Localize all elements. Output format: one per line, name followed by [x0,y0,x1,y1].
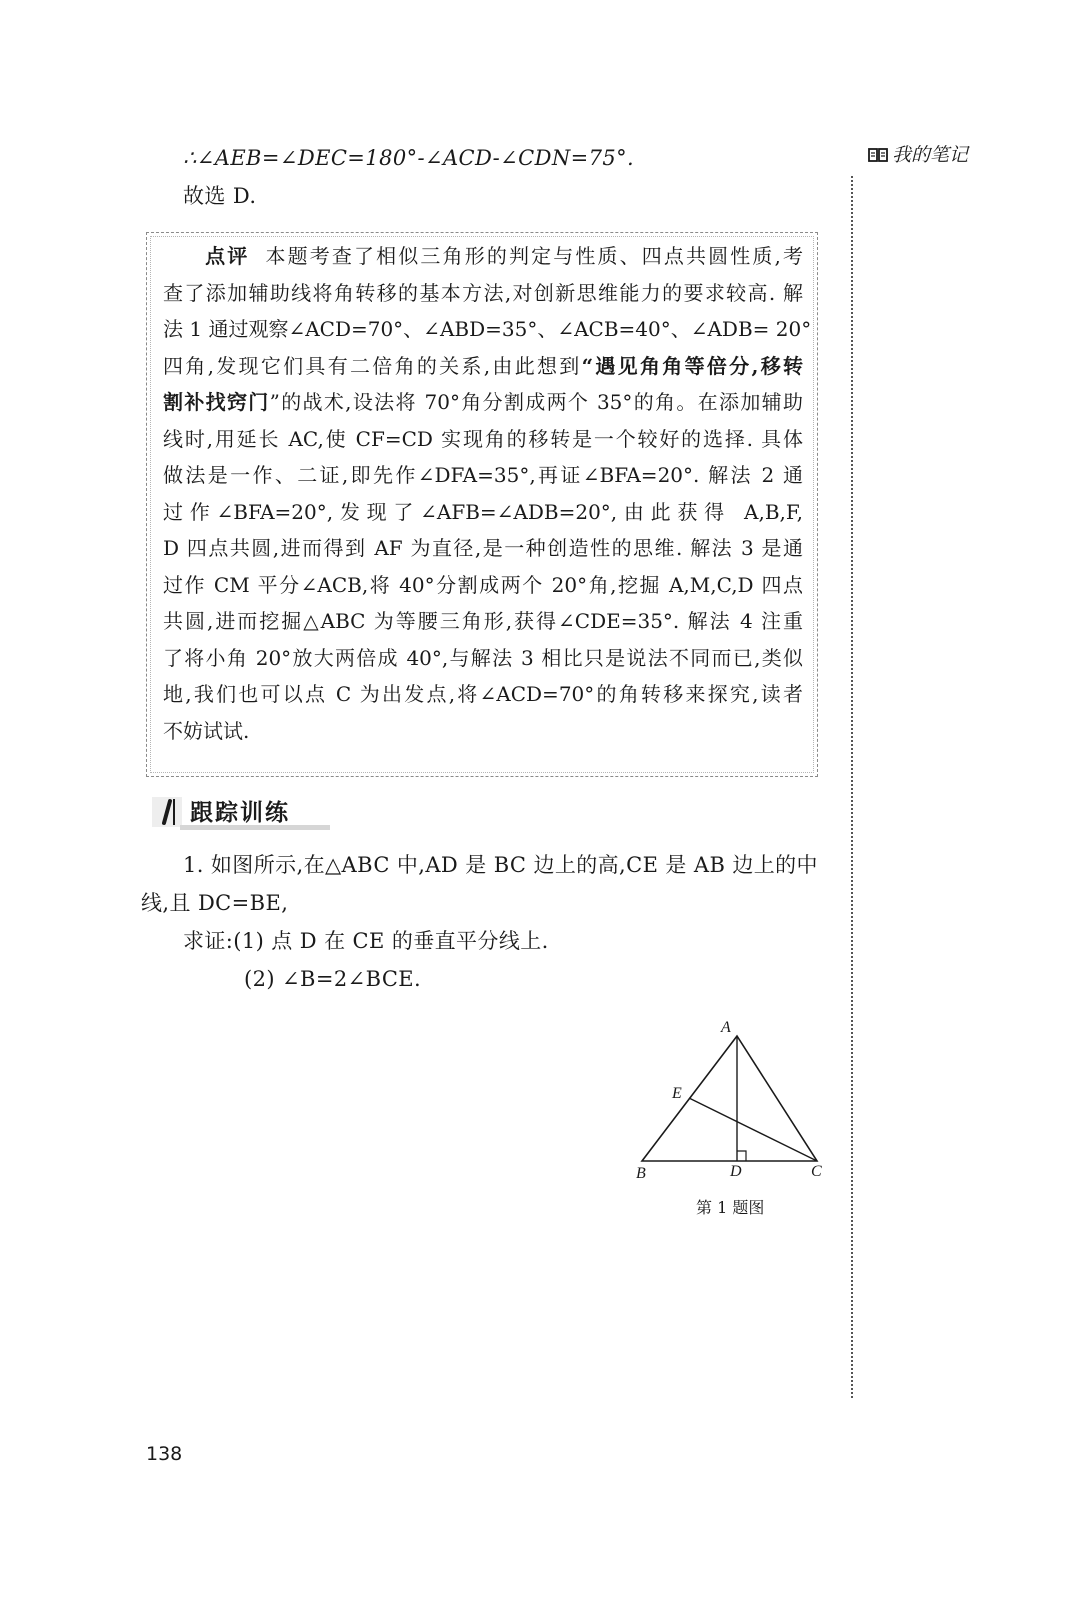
notes-label: 我的笔记 [892,144,969,166]
section-title: 跟踪训练 [190,800,290,826]
conclusion-line: ∴∠AEB=∠DEC=180°-∠ACD-∠CDN=75°. [183,146,635,170]
comment-line-4: 四角,发现它们具有二倍角的关系,由此想到“遇见角角等倍分,移转 [163,353,803,378]
comment-line-13: 地,我们也可以点 C 为出发点,将∠ACD=70°的角转移来探究,读者 [163,682,803,706]
label-b: B [636,1165,646,1182]
comment-text [163,238,812,749]
comment-line-9: D 四点共圆,进而得到 AF 为直径,是一种创造性的思维. 解法 3 是通 [163,536,803,560]
label-c: C [811,1163,822,1180]
comment-line-1: 点评 本题考查了相似三角形的判定与性质、四点共圆性质,考 [203,244,803,268]
comment-line-2: 查了添加辅助线将角转移的基本方法,对创新思维能力的要求较高. 解 [163,280,803,305]
exercise-line-1: 1. 如图所示,在△ABC 中,AD 是 BC 边上的高,CE 是 AB 边上的中 [183,853,818,877]
comment-line-14: 不妨试试. [163,718,250,743]
page-number: 138 [146,1443,183,1465]
answer-line: 故选 D. [183,184,257,208]
comment-label: 点评 [203,244,250,268]
comment-line-10: 过作 CM 平分∠ACB,将 40°分割成两个 20°角,挖掘 A,M,C,D 四点 [163,572,803,597]
comment-line-8: 过作∠BFA=20°,发现了∠AFB=∠ADB=20°,由此获得 A,B,F, [163,499,803,524]
exercise-line-2: 线,且 DC=BE, [141,891,289,915]
triangle-figure [620,1010,840,1185]
comment-line-12: 了将小角 20°放大两倍成 40°,与解法 3 相比只是说法不同而已,类似 [163,645,803,670]
comment-line-6: 线时,用延长 AC,使 CF=CD 实现角的移转是一个较好的选择. 具体 [163,426,803,451]
median-ce [689,1098,817,1161]
comment-line-3: 法 1 通过观察∠ACD=70°、∠ABD=35°、∠ACB=40°、∠ADB= 20° [163,317,812,341]
bold-quote: “遇见角角等倍分,移转 [581,353,803,378]
open-book-icon [868,147,888,163]
notes-header [868,140,968,167]
label-e: E [672,1085,682,1102]
pencil-icon [150,793,184,829]
exercise-line-3: 求证:(1) 点 D 在 CE 的垂直平分线上. [183,929,549,953]
label-a: A [721,1019,731,1036]
comment-line-5: 割补找窍门”的战术,设法将 70°角分割成两个 35°的角。在添加辅助 [163,390,803,414]
figure-caption: 第 1 题图 [696,1198,765,1217]
notes-divider [851,176,853,1398]
bold-quote-end: 割补找窍门 [163,390,270,414]
comment-line-7: 做法是一作、二证,即先作∠DFA=35°,再证∠BFA=20°. 解法 2 通 [163,463,803,487]
label-d: D [730,1163,742,1180]
exercise-line-4: (2) ∠B=2∠BCE. [244,967,422,991]
comment-line-11: 共圆,进而挖掘△ABC 为等腰三角形,获得∠CDE=35°. 解法 4 注重 [163,609,803,633]
triangle-abc [642,1036,817,1161]
right-angle-mark [737,1151,746,1161]
